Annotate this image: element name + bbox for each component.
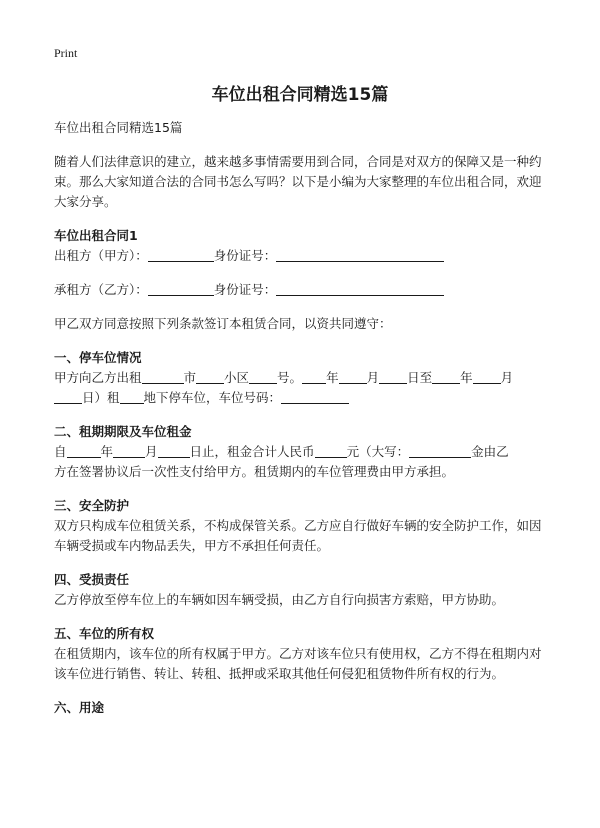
- s1-text: 日）租: [82, 390, 120, 405]
- document-body: [54, 118, 544, 718]
- party-b-line: [54, 280, 544, 300]
- party-a-label: 出租方（甲方）：: [54, 248, 148, 263]
- agreement-paragraph: 甲乙双方同意按照下列条款签订本租赁合同，以资共同遵守：: [54, 316, 392, 331]
- s1-text: 年: [460, 370, 473, 385]
- blank: [315, 443, 347, 458]
- party-b-label: 承租方（乙方）：: [54, 282, 148, 297]
- section-6-heading: 六、用途: [54, 700, 105, 715]
- s2-text: 金由乙: [471, 444, 509, 459]
- blank: [120, 389, 144, 404]
- print-link[interactable]: Print: [54, 46, 78, 60]
- s1-text: 月: [366, 370, 380, 385]
- blank: [339, 369, 367, 384]
- section-1-heading: 一、停车位情况: [54, 350, 142, 365]
- party-a-line: [54, 246, 544, 266]
- blank: [249, 369, 277, 384]
- blank: [409, 443, 471, 458]
- s1-text: 市: [183, 370, 197, 385]
- s2-text: 自: [54, 444, 67, 459]
- intro-paragraph: 随着人们法律意识的建立，越来越多事情需要用到合同，合同是对双方的保障又是一种约束。那么大家知道合法的合同书怎么写吗？以下是小编为大家整理的车位出租合同，欢迎大家分享。: [54, 154, 542, 209]
- s2-text: 月: [145, 444, 158, 459]
- section-3-body: 双方只构成车位租赁关系，不构成保管关系。乙方应自行做好车辆的安全防护工作，如因车辆受损或车内物品丢失，甲方不承担任何责任。: [54, 518, 542, 553]
- blank: [113, 443, 145, 458]
- party-b-id-label: 身份证号：: [213, 282, 277, 297]
- s2-text: 日止，租金合计人民币: [189, 444, 315, 459]
- contract-title: 车位出租合同1: [54, 228, 138, 243]
- party-b-name-blank: [148, 281, 214, 296]
- blank: [473, 369, 501, 384]
- blank: [432, 369, 460, 384]
- party-a-id-label: 身份证号：: [213, 248, 277, 263]
- section-5-heading: 五、车位的所有权: [54, 626, 155, 641]
- s1-text: 小区: [224, 370, 250, 385]
- s1-text: 日至: [407, 370, 433, 385]
- blank: [196, 369, 224, 384]
- document-title: 车位出租合同精选15篇: [211, 85, 389, 105]
- blank: [379, 369, 407, 384]
- s1-text: 月: [500, 370, 514, 385]
- blank: [302, 369, 326, 384]
- section-4-heading: 四、受损责任: [54, 572, 130, 587]
- document-subtitle: 车位出租合同精选15篇: [54, 120, 183, 135]
- section-2-body: [54, 442, 544, 482]
- blank: [67, 443, 101, 458]
- s2-text: 方在签署协议后一次性支付给甲方。租赁期内的车位管理费由甲方承担。: [54, 464, 455, 479]
- s1-text: 年: [326, 370, 339, 385]
- s1-text: 地下停车位，车位号码：: [143, 390, 282, 405]
- blank: [142, 369, 184, 384]
- s1-text: 号。: [277, 370, 303, 385]
- s2-text: 元（大写：: [346, 444, 410, 459]
- blank: [158, 443, 190, 458]
- section-3-heading: 三、安全防护: [54, 498, 130, 513]
- party-b-id-blank: [276, 281, 444, 296]
- section-5-body: 在租赁期内，该车位的所有权属于甲方。乙方对该车位只有使用权，乙方不得在租期内对该车位进行销售、转让、转租、抵押或采取其他任何侵犯租赁物件所有权的行为。: [54, 646, 542, 681]
- blank: [54, 389, 82, 404]
- s1-text: 甲方向乙方出租: [54, 370, 142, 385]
- party-a-name-blank: [148, 247, 214, 262]
- section-2-heading: 二、租期期限及车位租金: [54, 424, 192, 439]
- section-4-body: 乙方停放至停车位上的车辆如因车辆受损，由乙方自行向损害方索赔，甲方协助。: [54, 592, 505, 607]
- blank: [281, 389, 349, 404]
- section-1-body: [54, 368, 544, 408]
- s2-text: 年: [100, 444, 114, 459]
- party-a-id-blank: [276, 247, 444, 262]
